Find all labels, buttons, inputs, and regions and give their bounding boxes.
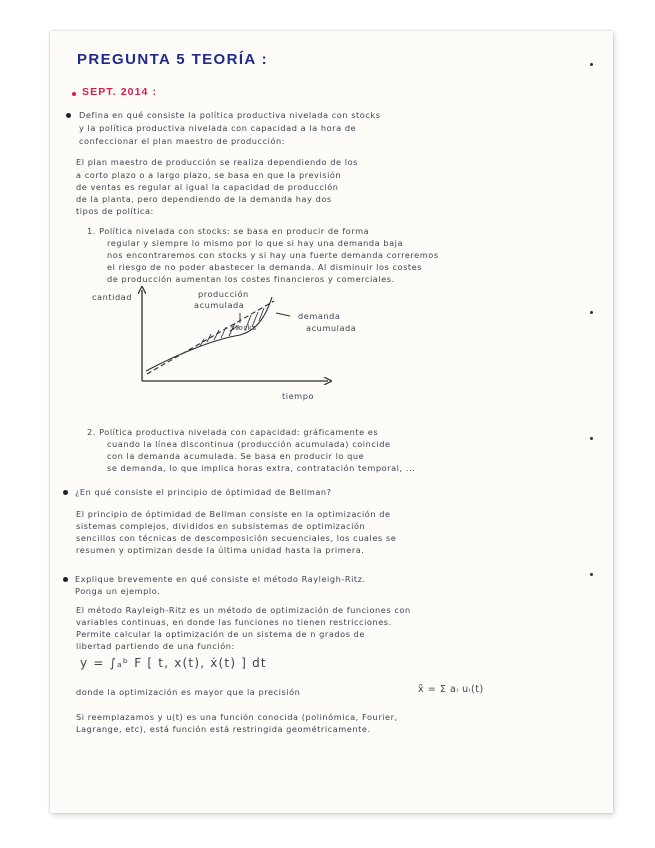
exam-date: SEPT. 2014 : xyxy=(82,86,158,98)
policy-2-line-2: cuando la línea discontinua (producción acumulada) coincide xyxy=(107,439,391,449)
question-3-line-2: Ponga un ejemplo. xyxy=(75,586,161,596)
answer-3-line-1: El método Rayleigh-Ritz es un método de optimización de funciones con xyxy=(76,605,411,615)
margin-dot xyxy=(590,437,593,440)
policy-1-line-4: el riesgo de no poder abastecer la demanda. Al disminuir los costes xyxy=(107,262,423,272)
answer-2-line-4: resumen y optimizan desde la última unidad hasta la primera. xyxy=(76,545,365,555)
graph-production-label-2: acumulada xyxy=(194,300,245,310)
margin-dot xyxy=(590,573,593,576)
question-2: ¿En qué consiste el principio de óptimidad de Bellman? xyxy=(75,487,332,497)
answer-2-line-2: sistemas complejos, divididos en subsistemas de optimización xyxy=(76,521,366,531)
answer-1-line-3: de ventas es regular al igual la capacidad de producción xyxy=(76,182,339,192)
question-1-line-3: confeccionar el plan maestro de producción: xyxy=(79,136,286,146)
policy-2-line-1: 2. Política productiva nivelada con capacidad: gráficamente es xyxy=(87,427,379,437)
margin-dot xyxy=(590,63,593,66)
page-title: PREGUNTA 5 TEORÍA : xyxy=(77,51,269,68)
graph-demand-label-2: acumulada xyxy=(306,323,357,333)
question-2-bullet xyxy=(63,490,68,495)
answer-1-line-4: de la planta, pero dependiendo de la demanda hay dos xyxy=(76,194,332,204)
rayleigh-ritz-integral: y = ∫ₐᵇ F [ t, x(t), ẋ(t) ] dt xyxy=(80,656,267,670)
policy-1-line-5: de producción aumentan los costes financieros y comerciales. xyxy=(107,274,395,284)
question-3-line-1: Explique brevemente en qué consiste el método Rayleigh-Ritz. xyxy=(75,574,366,584)
policy-2-line-3: con la demanda acumulada. Se basa en producir lo que xyxy=(107,451,365,461)
answer-1-line-2: a corto plazo o a largo plazo, se basa en que la previsión xyxy=(76,170,342,180)
policy-1-line-2: regular y siempre lo mismo por lo que si hay una demanda baja xyxy=(107,238,404,248)
graph-stocks-label: stocks xyxy=(231,324,257,332)
answer-2-line-3: sencillos con técnicas de descomposición secuenciales, los cuales se xyxy=(76,533,397,543)
closing-line-1: donde la optimización es mayor que la precisión xyxy=(76,687,301,697)
question-1-line-1: Defina en qué consiste la política productiva nivelada con stocks xyxy=(79,110,381,120)
approximation-formula: x̃ = Σ aᵢ uᵢ(t) xyxy=(418,684,484,695)
graph-production-label-1: producción xyxy=(198,289,249,299)
graph-x-label: tiempo xyxy=(282,391,315,401)
question-1-line-2: y la política productiva nivelada con capacidad a la hora de xyxy=(79,123,357,133)
answer-3-line-2: variables continuas, en donde las funciones no tienen restricciones. xyxy=(76,617,392,627)
demand-pointer xyxy=(276,313,290,316)
closing-line-3: Lagrange, etc), está función está restringida geométricamente. xyxy=(76,724,371,734)
policy-1-line-3: nos encontraremos con stocks y si hay una fuerte demanda correremos xyxy=(107,250,439,260)
answer-2-line-1: El principio de óptimidad de Bellman consiste en la optimización de xyxy=(76,509,391,519)
closing-line-2: Si reemplazamos y u(t) es una función conocida (polinómica, Fourier, xyxy=(76,712,398,722)
question-3-bullet xyxy=(63,577,68,582)
notebook-page xyxy=(50,31,613,813)
policy-2-line-4: se demanda, lo que implica horas extra, contratación temporal, ... xyxy=(107,463,416,473)
policy-1-line-1: 1. Política nivelada con stocks: se basa en producir de forma xyxy=(87,226,370,236)
graph-demand-label-1: demanda xyxy=(298,311,341,321)
margin-dot xyxy=(590,311,593,314)
answer-1-line-1: El plan maestro de producción se realiza dependiendo de los xyxy=(76,157,358,167)
answer-3-line-3: Permite calcular la optimización de un sistema de n grados de xyxy=(76,629,366,639)
graph-y-label: cantidad xyxy=(92,292,133,302)
production-line xyxy=(147,301,274,374)
answer-1-line-5: tipos de política: xyxy=(76,206,154,216)
answer-3-line-4: libertad partiendo de una función: xyxy=(76,641,235,651)
